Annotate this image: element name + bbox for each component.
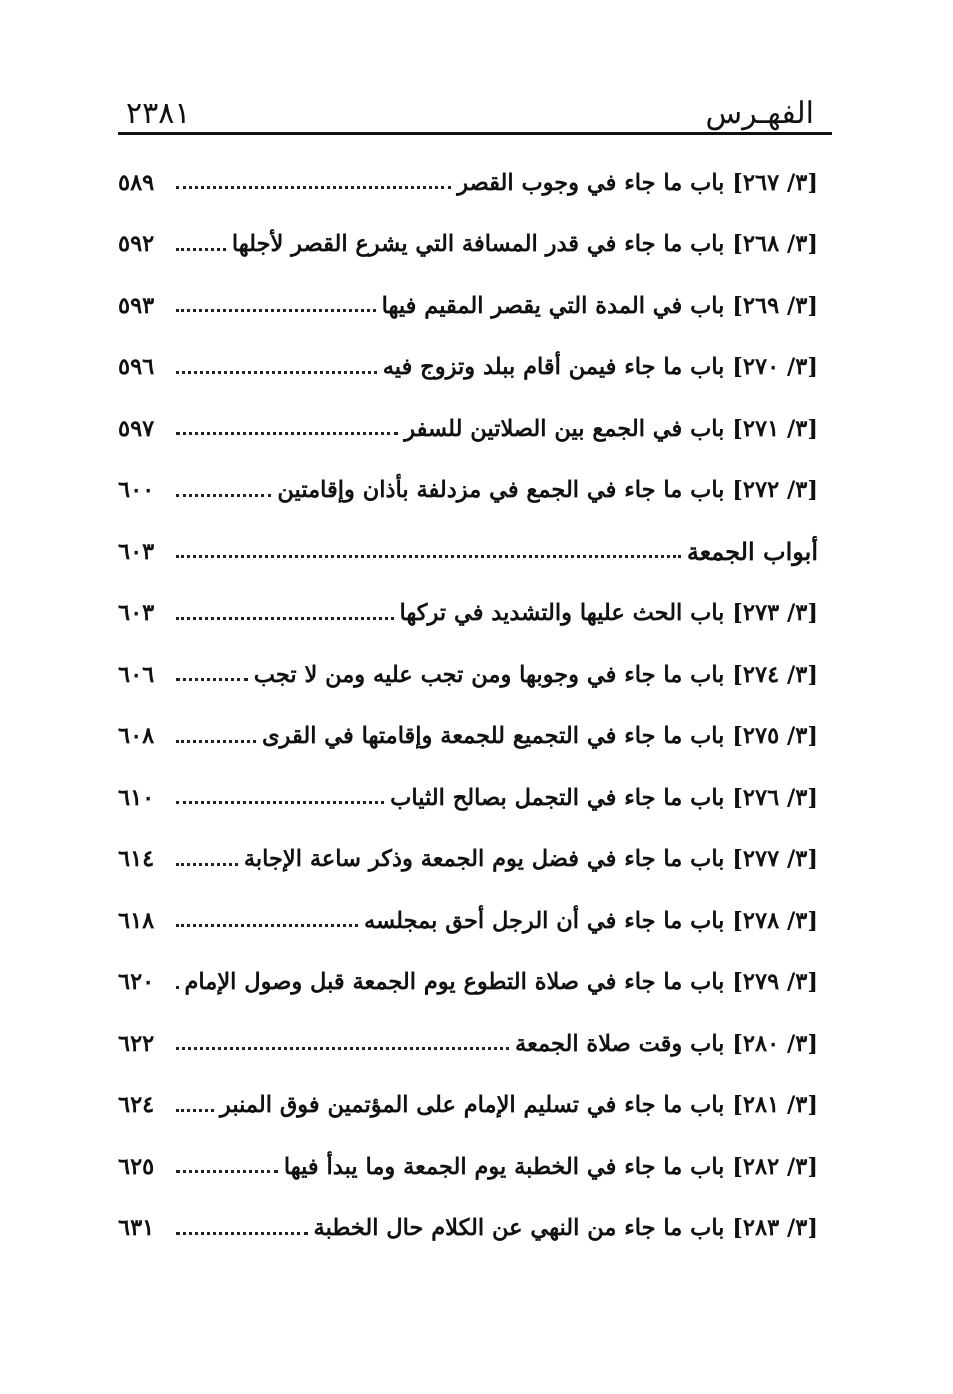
dot-leader: [176, 678, 248, 681]
toc-entry-title: [٣/ ٢٨١] باب ما جاء في تسليم الإمام على المؤتمين فوق المنبر: [219, 1092, 818, 1119]
dot-leader: [176, 1170, 278, 1173]
dot-leader: [176, 1232, 308, 1235]
toc-entry-page: ٦٠٣: [118, 600, 155, 627]
toc-entry-page: ٥٨٩: [118, 169, 155, 196]
toc-entry-page: ٦٠٣: [118, 538, 155, 565]
toc-entry-page: ٦١٠: [118, 784, 155, 811]
toc-entry-title: [٣/ ٢٧١] باب في الجمع بين الصلاتين للسفر: [404, 415, 818, 442]
toc-entry-page: ٦٢٥: [118, 1153, 155, 1180]
toc-entry-page: ٥٩٣: [118, 292, 155, 319]
toc-entry-title: [٣/ ٢٨٠] باب وقت صلاة الجمعة: [515, 1030, 818, 1057]
toc-entry-page: ٦٠٨: [118, 723, 155, 750]
toc-entry-title: [٣/ ٢٨٢] باب ما جاء في الخطبة يوم الجمعة وما يبدأ فيها: [283, 1153, 818, 1180]
dot-leader: [176, 1047, 509, 1050]
toc-entry: [118, 1013, 818, 1075]
toc-entry: [118, 583, 818, 645]
dot-leader: [176, 986, 179, 989]
toc-entry: [118, 952, 818, 1014]
toc-entry-title: [٣/ ٢٦٨] باب ما جاء في قدر المسافة التي يشرع القصر لأجلها: [231, 231, 818, 258]
toc-entry-page: ٦١٤: [118, 846, 155, 873]
toc-entry: [118, 706, 818, 768]
dot-leader: [176, 309, 376, 312]
toc-entry-title: [٣/ ٢٧٠] باب ما جاء فيمن أقام ببلد وتزوج فيه: [382, 354, 818, 381]
toc-entry-title: [٣/ ٢٧٧] باب ما جاء في فضل يوم الجمعة وذكر ساعة الإجابة: [243, 846, 818, 873]
toc-entry-title: [٣/ ٢٧٢] باب ما جاء في الجمع في مزدلفة بأذان وإقامتين: [277, 477, 818, 504]
toc-entry: [118, 337, 818, 399]
table-of-contents: [118, 152, 818, 1259]
dot-leader: [176, 186, 451, 189]
toc-entry: [118, 1075, 818, 1137]
dot-leader: [176, 617, 394, 620]
toc-entry-title: [٣/ ٢٧٥] باب ما جاء في التجميع للجمعة وإقامتها في القرى: [261, 723, 818, 750]
toc-entry: [118, 152, 818, 214]
toc-section-heading: [118, 521, 818, 583]
toc-entry-title: [٣/ ٢٦٧] باب ما جاء في وجوب القصر: [457, 169, 818, 196]
dot-leader: [176, 248, 226, 251]
dot-leader: [176, 740, 256, 743]
toc-entry-title: [٣/ ٢٧٨] باب ما جاء في أن الرجل أحق بمجلسه: [364, 907, 818, 934]
dot-leader: [176, 371, 377, 374]
toc-entry: [118, 1198, 818, 1260]
toc-entry: [118, 460, 818, 522]
toc-entry-title: أبواب الجمعة: [686, 537, 818, 567]
toc-entry: [118, 644, 818, 706]
toc-entry: [118, 214, 818, 276]
toc-entry-title: [٣/ ٢٦٩] باب في المدة التي يقصر المقيم فيها: [381, 292, 818, 319]
dot-leader: [176, 432, 398, 435]
dot-leader: [176, 494, 271, 497]
toc-entry-page: ٦١٨: [118, 907, 155, 934]
toc-entry: [118, 275, 818, 337]
toc-entry-page: ٦٢٠: [118, 969, 155, 996]
dot-leader: [176, 863, 238, 866]
toc-entry-page: ٦٢٤: [118, 1092, 155, 1119]
toc-entry-page: ٦٢٢: [118, 1030, 155, 1057]
toc-entry: [118, 829, 818, 891]
toc-entry-page: ٦٠٠: [118, 477, 155, 504]
toc-entry-title: [٣/ ٢٧٦] باب ما جاء في التجمل بصالح الثياب: [390, 784, 818, 811]
page-header: [118, 92, 832, 135]
page-number: ٢٣٨١: [126, 96, 191, 131]
dot-leader: [176, 924, 358, 927]
toc-entry-page: ٦٠٦: [118, 661, 155, 688]
toc-entry: [118, 767, 818, 829]
toc-entry: [118, 398, 818, 460]
toc-entry-page: ٥٩٢: [118, 231, 155, 258]
toc-entry: [118, 890, 818, 952]
toc-entry-title: [٣/ ٢٧٤] باب ما جاء في وجوبها ومن تجب عليه ومن لا تجب: [253, 661, 818, 688]
toc-entry-title: [٣/ ٢٨٣] باب ما جاء من النهي عن الكلام حال الخطبة: [313, 1215, 818, 1242]
toc-entry: [118, 1136, 818, 1198]
running-title: الفهـرس: [705, 96, 814, 131]
dot-leader: [176, 801, 384, 804]
toc-entry-title: [٣/ ٢٧٩] باب ما جاء في صلاة التطوع يوم الجمعة قبل وصول الإمام: [184, 969, 818, 996]
toc-entry-page: ٦٣١: [118, 1215, 155, 1242]
dot-leader: [176, 555, 681, 558]
toc-entry-page: ٥٩٦: [118, 354, 155, 381]
toc-entry-page: ٥٩٧: [118, 415, 155, 442]
dot-leader: [176, 1109, 214, 1112]
toc-entry-title: [٣/ ٢٧٣] باب الحث عليها والتشديد في تركها: [399, 600, 818, 627]
